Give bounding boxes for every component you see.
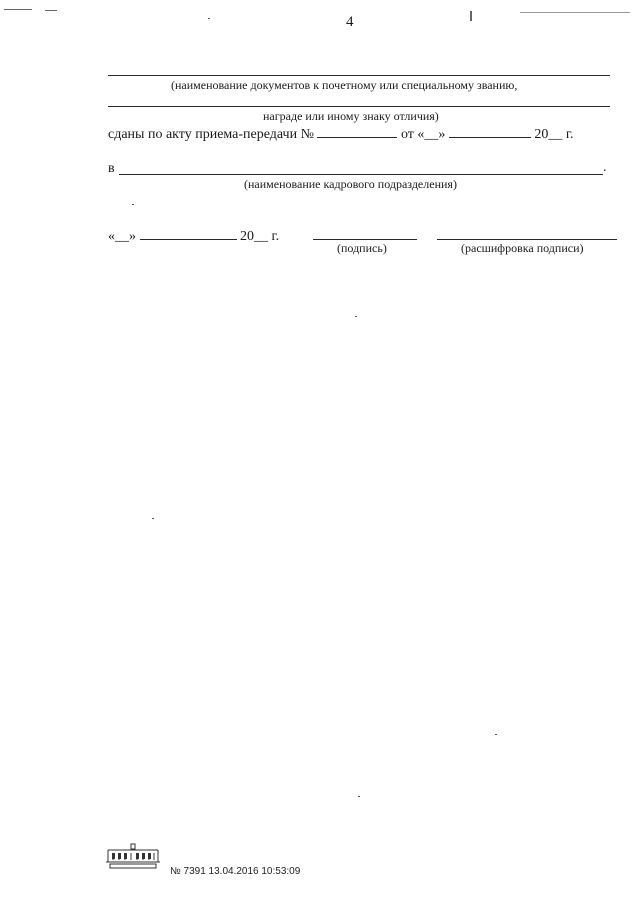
registration-text: 7391 13.04.2016 10:53:09	[183, 866, 301, 877]
signature-caption: (подпись)	[337, 241, 387, 255]
scan-artifact	[45, 10, 57, 11]
department-name-line[interactable]	[119, 174, 603, 175]
date-line	[108, 227, 279, 245]
date-year-label: 20__ г.	[240, 229, 280, 244]
registration-stamp	[170, 866, 300, 877]
scan-speck	[495, 734, 497, 735]
act-month-field[interactable]	[449, 125, 531, 138]
scan-artifact	[4, 9, 32, 10]
signature-line[interactable]	[313, 239, 417, 240]
award-name-caption: награде или иному знаку отличия)	[263, 109, 439, 123]
scan-speck	[132, 204, 134, 205]
scan-speck	[355, 316, 357, 317]
department-end: .	[603, 160, 607, 175]
act-prefix: сданы по акту приема-передачи №	[108, 127, 314, 142]
building-emblem-icon	[104, 841, 162, 870]
page-number: 4	[346, 14, 354, 30]
documents-name-caption: (наименование документов к почетному или специальному званию,	[171, 78, 518, 92]
department-caption: (наименование кадрового подразделения)	[244, 177, 457, 191]
scan-speck	[208, 18, 210, 19]
documents-name-line	[108, 75, 610, 76]
award-name-line	[108, 106, 610, 107]
scan-speck	[358, 796, 360, 797]
act-number-field[interactable]	[317, 125, 397, 138]
signature-decoding-caption: (расшифровка подписи)	[461, 241, 584, 255]
scan-speck	[152, 518, 154, 519]
act-from-label: от «__»	[400, 127, 446, 142]
department-prefix: в	[108, 161, 115, 176]
act-year-label: 20__ г.	[534, 127, 574, 142]
date-day-label: «__»	[108, 229, 136, 244]
signature-decoding-line[interactable]	[437, 239, 617, 240]
scan-artifact	[470, 11, 472, 21]
registration-mark: №	[170, 866, 181, 877]
act-transfer-line	[108, 125, 574, 143]
date-month-field[interactable]	[140, 227, 237, 240]
scan-artifact	[520, 12, 630, 13]
